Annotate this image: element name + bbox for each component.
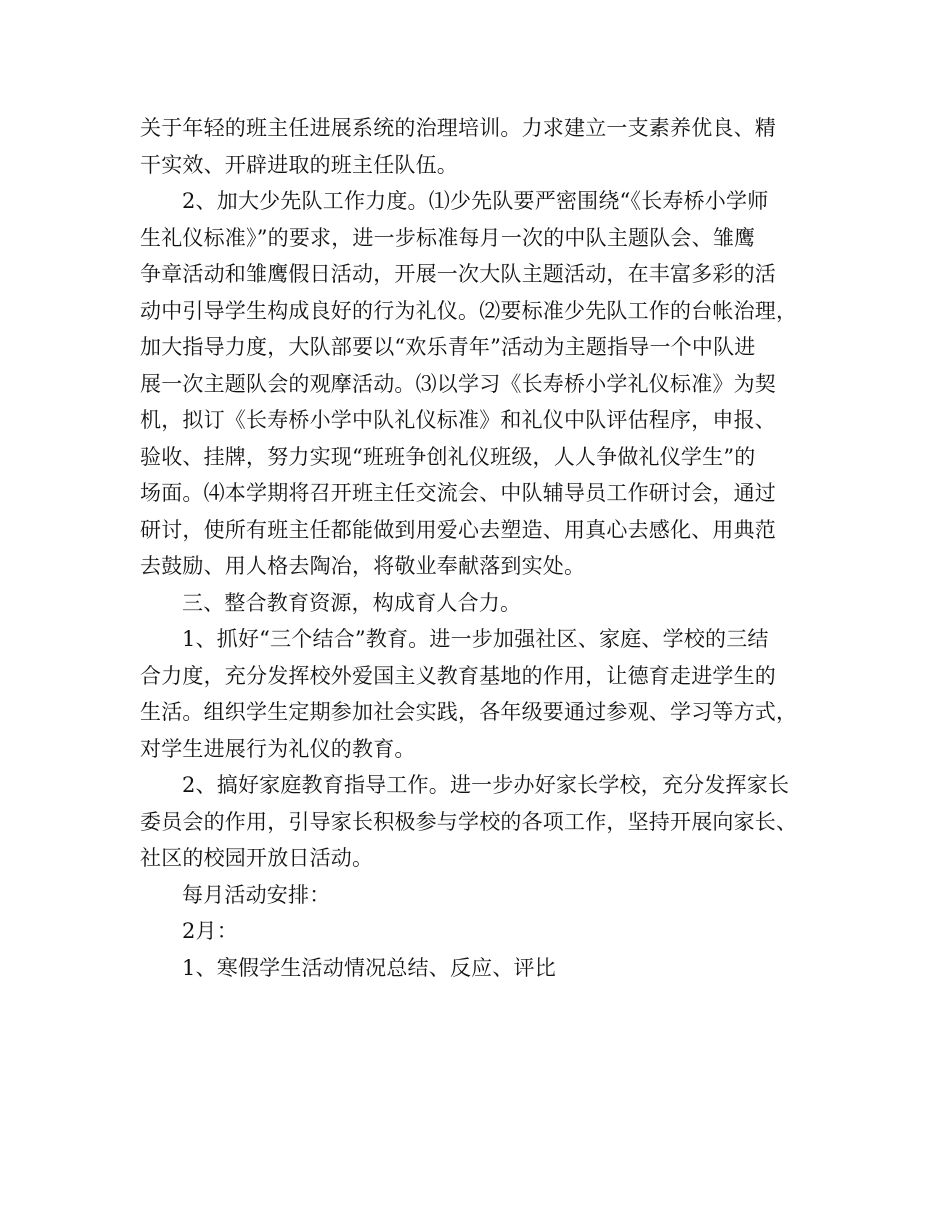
month-label — [140, 913, 830, 950]
text-line: 生礼仪标准》”的要求，进一步标准每月一次的中队主题队会、雏鹰 — [140, 225, 756, 250]
text-line: 对学生进展行为礼仪的教育。 — [140, 736, 416, 761]
activity-item — [140, 950, 830, 987]
heading-text: 三、整合教育资源，构成育人合力。 — [182, 590, 522, 615]
document-body — [140, 110, 830, 986]
paragraph-3 — [140, 621, 830, 767]
text-line: 争章活动和雏鹰假日活动，开展一次大队主题活动，在丰富多彩的活 — [140, 262, 776, 286]
text-line: 去鼓励、用人格去陶冶，将敬业奉献落到实处。 — [140, 554, 586, 578]
paragraph-1 — [140, 110, 830, 183]
month-text: 2月： — [182, 919, 238, 943]
text-line: 委员会的作用，引导家长积极参与学校的各项工作，坚持开展向家长、 — [140, 809, 798, 834]
paragraph-2 — [140, 183, 830, 585]
text-line: 动中引导学生构成良好的行为礼仪。⑵要标准少先队工作的台帐治理， — [140, 298, 798, 323]
text-line: 关于年轻的班主任进展系统的治理培训。力求建立一支素养优良、精 — [140, 116, 776, 140]
paragraph-4 — [140, 767, 830, 877]
heading-text: 每月活动安排： — [182, 882, 331, 907]
text-line: 展一次主题队会的观摩活动。⑶以学习《长寿桥小学礼仪标准》为契 — [140, 371, 776, 396]
text-line: 加大指导力度，大队部要以“欢乐青年”活动为主题指导一个中队进 — [140, 335, 756, 359]
text-line: 2、加大少先队工作力度。⑴少先队要严密围绕“《长寿桥小学师 — [182, 189, 769, 213]
item-text: 1、寒假学生活动情况总结、反应、评比 — [182, 955, 556, 980]
text-line: 合力度，充分发挥校外爱国主义教育基地的作用，让德育走进学生的 — [140, 663, 776, 688]
text-line: 研讨，使所有班主任都能做到用爱心去塑造、用真心去感化、用典范 — [140, 517, 776, 542]
text-line: 生活。组织学生定期参加社会实践，各年级要通过参观、学习等方式， — [140, 700, 798, 724]
section-heading-3 — [140, 585, 830, 622]
text-line: 干实效、开辟进取的班主任队伍。 — [140, 152, 458, 177]
text-line: 场面。⑷本学期将召开班主任交流会、中队辅导员工作研讨会，通过 — [140, 481, 776, 505]
text-line: 2、搞好家庭教育指导工作。进一步办好家长学校，充分发挥家长 — [182, 773, 790, 797]
text-line: 社区的校园开放日活动。 — [140, 846, 374, 870]
monthly-heading — [140, 877, 830, 914]
text-line: 机，拟订《长寿桥小学中队礼仪标准》和礼仪中队评估程序，申报、 — [140, 408, 776, 432]
text-line: 验收、挂牌，努力实现“班班争创礼仪班级，人人争做礼仪学生”的 — [140, 444, 756, 469]
text-line: 1、抓好“三个结合”教育。进一步加强社区、家庭、学校的三结 — [182, 627, 769, 651]
